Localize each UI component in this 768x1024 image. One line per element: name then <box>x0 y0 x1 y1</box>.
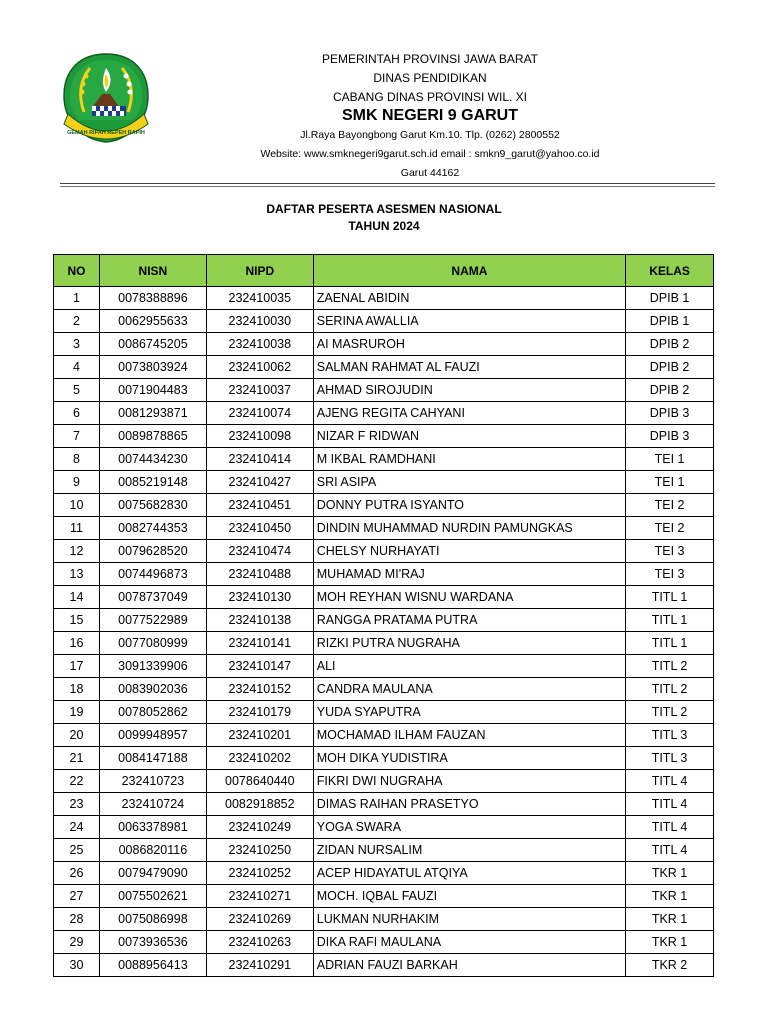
cell-nipd: 232410201 <box>206 724 313 747</box>
cell-nama: LUKMAN NURHAKIM <box>313 908 625 931</box>
school-address: Jl.Raya Bayongbong Garut Km.10. Tlp. (0262) 2800552 <box>300 129 560 141</box>
cell-nama: ADRIAN FAUZI BARKAH <box>313 954 625 977</box>
cell-nisn: 0084147188 <box>99 747 206 770</box>
cell-nipd: 232410038 <box>206 333 313 356</box>
cell-nisn: 0077080999 <box>99 632 206 655</box>
cell-no: 3 <box>54 333 100 356</box>
cell-kelas: DPIB 2 <box>626 379 714 402</box>
cell-nama: DONNY PUTRA ISYANTO <box>313 494 625 517</box>
table-row <box>54 540 714 563</box>
header-province: PEMERINTAH PROVINSI JAWA BARAT <box>321 52 539 66</box>
cell-nisn: 0074496873 <box>99 563 206 586</box>
cell-nama: CANDRA MAULANA <box>313 678 625 701</box>
table-row <box>54 563 714 586</box>
cell-nisn: 232410724 <box>99 793 206 816</box>
cell-no: 26 <box>54 862 100 885</box>
cell-nisn: 0073936536 <box>99 931 206 954</box>
cell-nama: DIMAS RAIHAN PRASETYO <box>313 793 625 816</box>
cell-kelas: TKR 2 <box>626 954 714 977</box>
cell-nipd: 232410074 <box>206 402 313 425</box>
cell-nipd: 232410202 <box>206 747 313 770</box>
table-row <box>54 356 714 379</box>
cell-nama: CHELSY NURHAYATI <box>313 540 625 563</box>
cell-no: 19 <box>54 701 100 724</box>
table-row <box>54 586 714 609</box>
cell-nama: RIZKI PUTRA NUGRAHA <box>313 632 625 655</box>
table-row <box>54 494 714 517</box>
cell-no: 14 <box>54 586 100 609</box>
table-row <box>54 862 714 885</box>
cell-nisn: 0099948957 <box>99 724 206 747</box>
cell-kelas: TKR 1 <box>626 885 714 908</box>
cell-nama: YUDA SYAPUTRA <box>313 701 625 724</box>
letterhead-divider-thin <box>60 186 715 187</box>
cell-kelas: TEI 3 <box>626 540 714 563</box>
west-java-crest-logo <box>62 52 150 144</box>
table-row <box>54 632 714 655</box>
cell-nama: ACEP HIDAYATUL ATQIYA <box>313 862 625 885</box>
school-website: Website: www.smknegeri9garut.sch.id email : smkn9_garut@yahoo.co.id <box>260 148 600 160</box>
cell-no: 1 <box>54 287 100 310</box>
cell-nipd: 232410249 <box>206 816 313 839</box>
table-row <box>54 379 714 402</box>
table-row <box>54 310 714 333</box>
cell-nisn: 0089878865 <box>99 425 206 448</box>
cell-no: 12 <box>54 540 100 563</box>
cell-kelas: TITL 4 <box>626 793 714 816</box>
cell-nipd: 232410062 <box>206 356 313 379</box>
cell-no: 7 <box>54 425 100 448</box>
document-year: TAHUN 2024 <box>348 219 420 233</box>
table-row <box>54 793 714 816</box>
cell-kelas: TITL 3 <box>626 747 714 770</box>
table-header-row <box>54 255 714 287</box>
cell-nisn: 0075502621 <box>99 885 206 908</box>
table-row <box>54 655 714 678</box>
cell-kelas: DPIB 1 <box>626 287 714 310</box>
cell-no: 28 <box>54 908 100 931</box>
logo-motto: GEMAH RIPAH REPEH RAPIH <box>67 130 145 136</box>
cell-no: 9 <box>54 471 100 494</box>
cell-nama: YOGA SWARA <box>313 816 625 839</box>
cell-nipd: 232410138 <box>206 609 313 632</box>
cell-nama: NIZAR F RIDWAN <box>313 425 625 448</box>
cell-nama: AJENG REGITA CAHYANI <box>313 402 625 425</box>
cell-kelas: TITL 4 <box>626 770 714 793</box>
cell-no: 18 <box>54 678 100 701</box>
cell-no: 24 <box>54 816 100 839</box>
cell-nama: MOCH. IQBAL FAUZI <box>313 885 625 908</box>
cell-no: 8 <box>54 448 100 471</box>
table-row <box>54 678 714 701</box>
cell-nisn: 0083902036 <box>99 678 206 701</box>
cell-nisn: 0078388896 <box>99 287 206 310</box>
cell-nisn: 0075086998 <box>99 908 206 931</box>
cell-kelas: TITL 4 <box>626 839 714 862</box>
cell-kelas: TITL 2 <box>626 655 714 678</box>
cell-kelas: TEI 2 <box>626 494 714 517</box>
cell-nisn: 0079628520 <box>99 540 206 563</box>
cell-nama: MOH DIKA YUDISTIRA <box>313 747 625 770</box>
cell-no: 21 <box>54 747 100 770</box>
table-row <box>54 954 714 977</box>
table-row <box>54 931 714 954</box>
cell-nipd: 0078640440 <box>206 770 313 793</box>
column-header-nipd: NIPD <box>206 255 313 287</box>
cell-kelas: TITL 1 <box>626 632 714 655</box>
cell-nisn: 0077522989 <box>99 609 206 632</box>
cell-kelas: TITL 4 <box>626 816 714 839</box>
cell-nama: M IKBAL RAMDHANI <box>313 448 625 471</box>
cell-nipd: 232410098 <box>206 425 313 448</box>
cell-nipd: 0082918852 <box>206 793 313 816</box>
cell-nisn: 0081293871 <box>99 402 206 425</box>
cell-nipd: 232410271 <box>206 885 313 908</box>
cell-no: 5 <box>54 379 100 402</box>
table-row <box>54 839 714 862</box>
cell-no: 11 <box>54 517 100 540</box>
header-branch: CABANG DINAS PROVINSI WIL. XI <box>332 90 528 104</box>
cell-kelas: TITL 2 <box>626 678 714 701</box>
cell-nama: ZIDAN NURSALIM <box>313 839 625 862</box>
cell-nipd: 232410147 <box>206 655 313 678</box>
cell-nipd: 232410179 <box>206 701 313 724</box>
cell-no: 25 <box>54 839 100 862</box>
letterhead <box>160 50 700 183</box>
table-row <box>54 747 714 770</box>
cell-kelas: TITL 3 <box>626 724 714 747</box>
cell-nisn: 0075682830 <box>99 494 206 517</box>
cell-nipd: 232410291 <box>206 954 313 977</box>
cell-nama: SALMAN RAHMAT AL FAUZI <box>313 356 625 379</box>
cell-nama: ZAENAL ABIDIN <box>313 287 625 310</box>
cell-nama: DIKA RAFI MAULANA <box>313 931 625 954</box>
cell-nisn: 0082744353 <box>99 517 206 540</box>
cell-no: 30 <box>54 954 100 977</box>
cell-nipd: 232410250 <box>206 839 313 862</box>
table-row <box>54 517 714 540</box>
cell-no: 6 <box>54 402 100 425</box>
cell-nama: MOH REYHAN WISNU WARDANA <box>313 586 625 609</box>
cell-nama: AHMAD SIROJUDIN <box>313 379 625 402</box>
cell-no: 15 <box>54 609 100 632</box>
document-title: DAFTAR PESERTA ASESMEN NASIONAL <box>266 202 502 216</box>
cell-nisn: 0062955633 <box>99 310 206 333</box>
table-row <box>54 724 714 747</box>
column-header-kelas: KELAS <box>626 255 714 287</box>
cell-kelas: DPIB 2 <box>626 333 714 356</box>
table-row <box>54 816 714 839</box>
cell-no: 20 <box>54 724 100 747</box>
cell-nisn: 0078052862 <box>99 701 206 724</box>
column-header-no: NO <box>54 255 100 287</box>
cell-nama: RANGGA PRATAMA PUTRA <box>313 609 625 632</box>
cell-nisn: 0074434230 <box>99 448 206 471</box>
cell-no: 29 <box>54 931 100 954</box>
cell-nipd: 232410269 <box>206 908 313 931</box>
cell-nama: MOCHAMAD ILHAM FAUZAN <box>313 724 625 747</box>
cell-kelas: DPIB 2 <box>626 356 714 379</box>
cell-kelas: TKR 1 <box>626 908 714 931</box>
cell-nipd: 232410263 <box>206 931 313 954</box>
cell-nama: SERINA AWALLIA <box>313 310 625 333</box>
cell-nama: ALI <box>313 655 625 678</box>
cell-nipd: 232410450 <box>206 517 313 540</box>
cell-nisn: 0088956413 <box>99 954 206 977</box>
table-row <box>54 609 714 632</box>
table-row <box>54 471 714 494</box>
cell-kelas: DPIB 1 <box>626 310 714 333</box>
cell-no: 10 <box>54 494 100 517</box>
cell-nipd: 232410035 <box>206 287 313 310</box>
table-row <box>54 402 714 425</box>
cell-kelas: TEI 1 <box>626 471 714 494</box>
cell-nama: DINDIN MUHAMMAD NURDIN PAMUNGKAS <box>313 517 625 540</box>
cell-no: 27 <box>54 885 100 908</box>
cell-kelas: TITL 1 <box>626 586 714 609</box>
cell-nisn: 0071904483 <box>99 379 206 402</box>
cell-nipd: 232410130 <box>206 586 313 609</box>
cell-no: 23 <box>54 793 100 816</box>
column-header-nama: NAMA <box>313 255 625 287</box>
letterhead-divider <box>60 183 715 184</box>
cell-nama: MUHAMAD MI'RAJ <box>313 563 625 586</box>
participants-table <box>53 254 714 977</box>
school-name: SMK NEGERI 9 GARUT <box>341 107 518 124</box>
cell-nisn: 0085219148 <box>99 471 206 494</box>
cell-nipd: 232410488 <box>206 563 313 586</box>
cell-nipd: 232410252 <box>206 862 313 885</box>
table-row <box>54 770 714 793</box>
cell-nama: AI MASRUROH <box>313 333 625 356</box>
cell-nisn: 0073803924 <box>99 356 206 379</box>
cell-kelas: DPIB 3 <box>626 425 714 448</box>
cell-kelas: TKR 1 <box>626 931 714 954</box>
column-header-nisn: NISN <box>99 255 206 287</box>
cell-no: 13 <box>54 563 100 586</box>
cell-kelas: DPIB 3 <box>626 402 714 425</box>
school-city: Garut 44162 <box>400 167 460 179</box>
cell-nipd: 232410474 <box>206 540 313 563</box>
table-row <box>54 885 714 908</box>
cell-nama: SRI ASIPA <box>313 471 625 494</box>
cell-no: 4 <box>54 356 100 379</box>
cell-nipd: 232410037 <box>206 379 313 402</box>
cell-nisn: 0086820116 <box>99 839 206 862</box>
cell-nisn: 0063378981 <box>99 816 206 839</box>
cell-nisn: 0086745205 <box>99 333 206 356</box>
cell-nama: FIKRI DWI NUGRAHA <box>313 770 625 793</box>
cell-kelas: TEI 3 <box>626 563 714 586</box>
cell-kelas: TITL 2 <box>626 701 714 724</box>
cell-nisn: 232410723 <box>99 770 206 793</box>
cell-nipd: 232410152 <box>206 678 313 701</box>
cell-no: 16 <box>54 632 100 655</box>
table-row <box>54 333 714 356</box>
cell-nipd: 232410427 <box>206 471 313 494</box>
cell-no: 17 <box>54 655 100 678</box>
cell-kelas: TEI 1 <box>626 448 714 471</box>
cell-kelas: TEI 2 <box>626 517 714 540</box>
header-department: DINAS PENDIDIKAN <box>373 71 487 85</box>
table-row <box>54 287 714 310</box>
cell-no: 2 <box>54 310 100 333</box>
cell-nisn: 0079479090 <box>99 862 206 885</box>
cell-kelas: TITL 1 <box>626 609 714 632</box>
table-row <box>54 701 714 724</box>
cell-kelas: TKR 1 <box>626 862 714 885</box>
table-row <box>54 908 714 931</box>
cell-nisn: 0078737049 <box>99 586 206 609</box>
cell-nipd: 232410414 <box>206 448 313 471</box>
table-row <box>54 425 714 448</box>
cell-no: 22 <box>54 770 100 793</box>
cell-nipd: 232410141 <box>206 632 313 655</box>
cell-nipd: 232410451 <box>206 494 313 517</box>
table-row <box>54 448 714 471</box>
cell-nipd: 232410030 <box>206 310 313 333</box>
cell-nisn: 3091339906 <box>99 655 206 678</box>
